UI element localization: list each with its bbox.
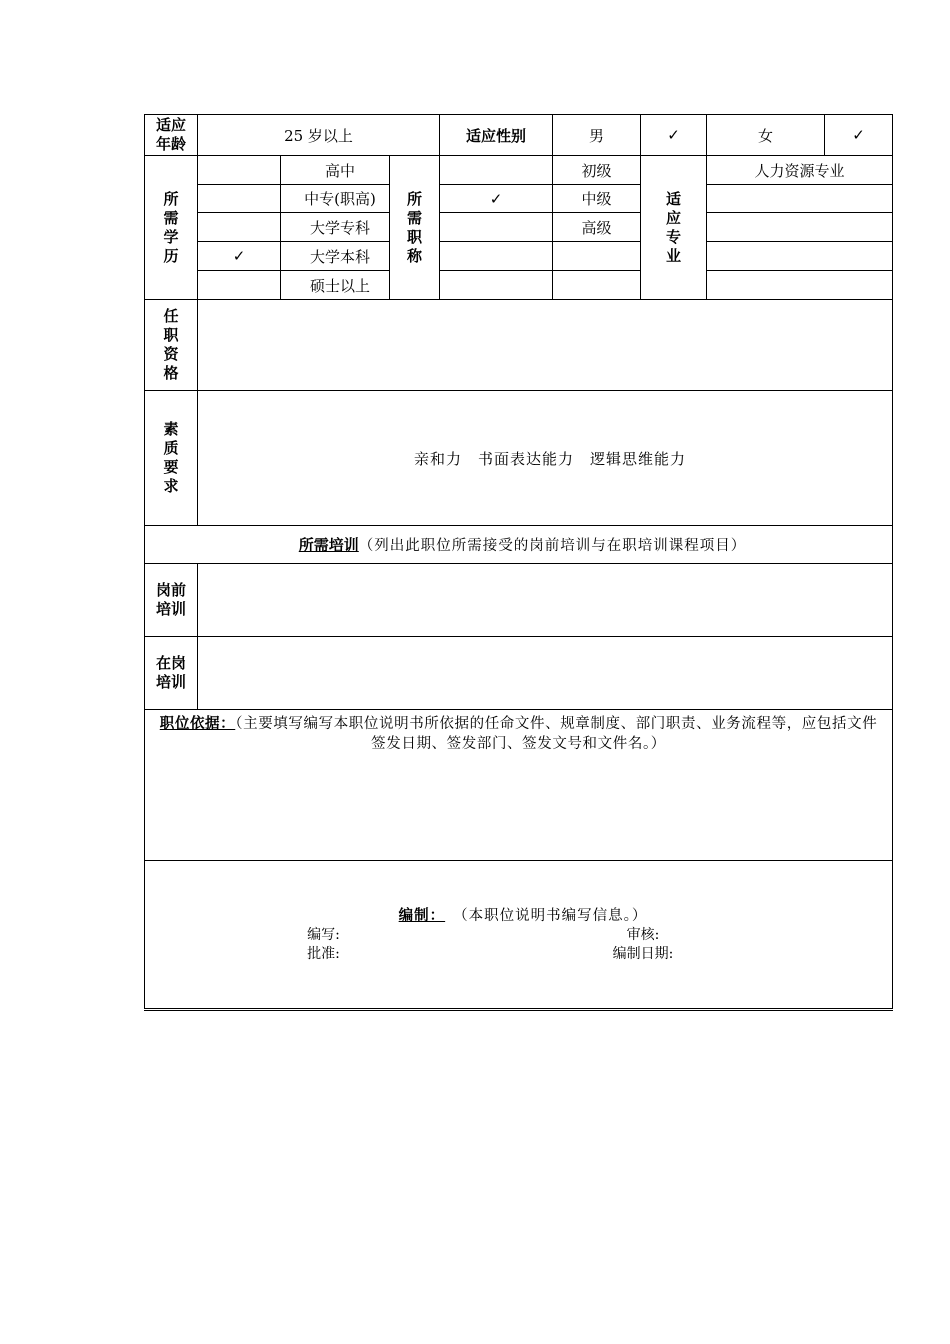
title-level-2: 中级	[553, 185, 641, 213]
qualification-row	[145, 300, 893, 391]
job-description-form	[144, 114, 893, 1011]
onjob-training-label-cell	[145, 637, 198, 710]
basis-paragraph	[145, 710, 892, 754]
edu-row-2	[145, 185, 893, 213]
gender-male-label: 男	[553, 115, 641, 156]
quality-content: 亲和力 书面表达能力 逻辑思维能力	[198, 391, 893, 526]
onjob-training-content	[198, 637, 893, 710]
gender-female-label: 女	[707, 115, 825, 156]
title-level-1: 初级	[553, 156, 641, 185]
education-check-3	[198, 213, 281, 242]
title-check-1	[440, 156, 553, 185]
major-label-cell	[641, 156, 707, 300]
edu-row-5	[145, 271, 893, 300]
major-item-1: 人力资源专业	[707, 156, 893, 185]
compile-title: 编制：	[398, 908, 446, 924]
education-level-2: 中专(职高)	[281, 185, 390, 213]
compile-cell	[145, 861, 893, 1010]
education-label-cell	[145, 156, 198, 300]
writer-label: 编写:	[307, 927, 340, 943]
compile-block	[145, 861, 892, 964]
quality-row	[145, 391, 893, 526]
onjob-training-row	[145, 637, 893, 710]
edu-row-3	[145, 213, 893, 242]
age-label-cell	[145, 115, 198, 156]
compile-header	[154, 907, 892, 926]
education-check-5	[198, 271, 281, 300]
training-title: 所需培训	[298, 536, 359, 554]
training-note: （列出此职位所需接受的岗前培训与在职培训课程项目）	[358, 538, 747, 554]
title-check-3	[440, 213, 553, 242]
education-check-2	[198, 185, 281, 213]
basis-note: （主要填写编写本职位说明书所依据的任命文件、规章制度、部门职责、业务流程等，应包括文件签发日期、签发部门、签发文号和文件名。）	[235, 716, 878, 752]
pre-training-label: 岗前培训	[155, 581, 186, 618]
title-level-5	[553, 271, 641, 300]
education-check-4: ✓	[198, 242, 281, 271]
qualification-content	[198, 300, 893, 391]
title-check-2: ✓	[440, 185, 553, 213]
basis-title: 职位依据：	[159, 716, 236, 732]
pre-training-content	[198, 564, 893, 637]
major-item-4	[707, 242, 893, 271]
title-label-cell	[390, 156, 440, 300]
compile-row	[145, 861, 893, 1010]
education-level-5: 硕士以上	[281, 271, 390, 300]
edu-row-1	[145, 156, 893, 185]
compile-note: （本职位说明书编写信息。）	[453, 908, 648, 924]
age-gender-row	[145, 115, 893, 156]
major-label: 适 应 专 业	[666, 189, 682, 265]
reviewer-label: 审核:	[626, 927, 660, 943]
date-label: 编制日期:	[612, 946, 674, 962]
pre-training-row	[145, 564, 893, 637]
qualification-label-cell	[145, 300, 198, 391]
qualification-label: 任 职 资 格	[163, 307, 179, 382]
training-header-row	[145, 526, 893, 564]
age-value: 25 岁以上	[198, 115, 440, 156]
gender-female-check-icon: ✓	[825, 115, 893, 156]
education-level-1: 高中	[281, 156, 390, 185]
title-level-4	[553, 242, 641, 271]
onjob-training-label: 在岗培训	[155, 654, 186, 691]
gender-male-check-icon: ✓	[641, 115, 707, 156]
signature-grid	[154, 926, 892, 964]
major-item-3	[707, 213, 893, 242]
quality-label-cell	[145, 391, 198, 526]
education-level-3: 大学专科	[281, 213, 390, 242]
gender-label: 适应性别	[440, 115, 553, 156]
basis-row	[145, 710, 893, 861]
age-label: 适应年龄	[155, 116, 186, 153]
education-label: 所 需 学 历	[163, 189, 179, 265]
quality-label: 素 质 要 求	[163, 420, 179, 495]
major-item-5	[707, 271, 893, 300]
education-level-4: 大学本科	[281, 242, 390, 271]
title-check-5	[440, 271, 553, 300]
approver-label: 批准:	[307, 946, 340, 962]
major-item-2	[707, 185, 893, 213]
training-header	[145, 526, 893, 564]
education-check-1	[198, 156, 281, 185]
pre-training-label-cell	[145, 564, 198, 637]
title-check-4	[440, 242, 553, 271]
title-level-3: 高级	[553, 213, 641, 242]
basis-cell	[145, 710, 893, 861]
title-label: 所 需 职 称	[407, 189, 423, 265]
edu-row-4	[145, 242, 893, 271]
